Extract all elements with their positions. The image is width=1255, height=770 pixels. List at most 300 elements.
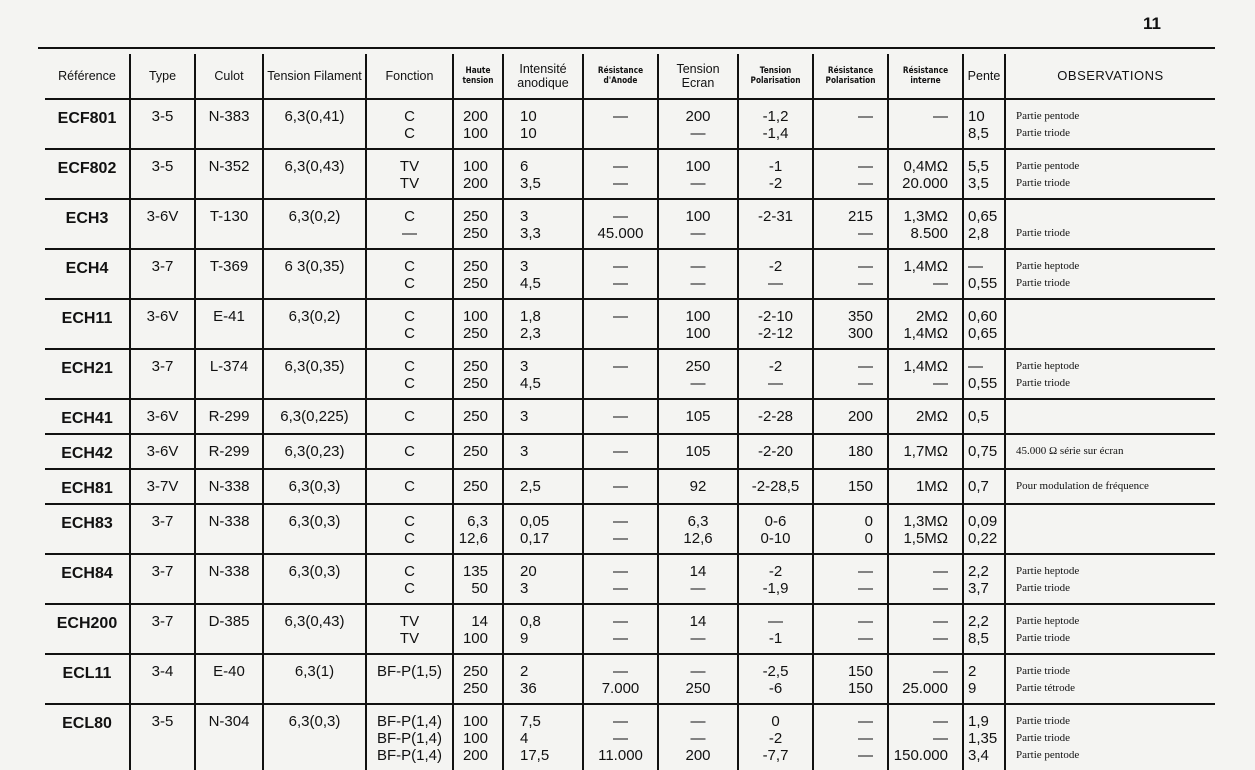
- pente-cell: [963, 299, 1005, 349]
- header-intensite-anodique: Intensité anodique: [503, 54, 583, 99]
- intensite-anodique-cell-line: 2,5: [520, 478, 541, 495]
- fonction-cell-line: C: [404, 325, 415, 342]
- intensite-anodique-cell-line: 10: [520, 125, 537, 142]
- observations-cell-line: Partie heptode: [1016, 260, 1080, 272]
- reference-cell: ECH83: [45, 504, 130, 554]
- resistance-interne-cell: [888, 399, 963, 434]
- resistance-interne-cell-line: 1,4MΩ: [903, 325, 948, 342]
- culot-cell: E-41: [195, 299, 263, 349]
- observations-cell-line: [1016, 308, 1215, 325]
- fonction-cell-line: C: [404, 530, 415, 547]
- observations-cell-line: [1016, 208, 1215, 225]
- resistance-polarisation-cell: [813, 469, 888, 504]
- tension-polarisation-cell: [738, 504, 813, 554]
- pente-cell-line: 0,65: [968, 325, 998, 342]
- resistance-interne-cell-line: 1,5MΩ: [903, 530, 948, 547]
- tension-polarisation-cell-line: -1,9: [762, 580, 789, 597]
- tension-ecran-cell-line: —: [690, 580, 706, 597]
- tension-ecran-cell-line: 200: [685, 747, 711, 764]
- tension-ecran-cell: [658, 504, 738, 554]
- pente-cell-line: 0,65: [968, 208, 998, 225]
- pente-cell-line: 0,22: [968, 530, 998, 547]
- tension-filament-cell: 6,3(0,23): [263, 434, 366, 469]
- pente-cell-line: 0,55: [968, 375, 998, 392]
- fonction-cell: [366, 349, 453, 399]
- resistance-interne-cell-line: 1,7MΩ: [903, 443, 948, 460]
- tension-ecran-cell: [658, 554, 738, 604]
- reference-cell: ECH4: [45, 249, 130, 299]
- intensite-anodique-cell-line: 7,5: [520, 713, 541, 730]
- haute-tension-cell-line: 50: [471, 580, 488, 597]
- resistance-polarisation-cell-line: —: [858, 580, 873, 597]
- haute-tension-cell-line: 100: [462, 158, 488, 175]
- resistance-polarisation-cell-line: 0: [864, 513, 873, 530]
- reference-cell: ECF801: [45, 99, 130, 149]
- pente-cell-line: 0,09: [968, 513, 998, 530]
- intensite-anodique-cell: [503, 704, 583, 770]
- tension-ecran-cell: [658, 349, 738, 399]
- table-row: [45, 704, 1215, 770]
- table-row: [45, 434, 1215, 469]
- reference-cell: ECH21: [45, 349, 130, 399]
- culot-cell: N-383: [195, 99, 263, 149]
- tension-ecran-cell: [658, 99, 738, 149]
- type-cell: 3-5: [130, 704, 195, 770]
- haute-tension-cell: [453, 299, 503, 349]
- tension-polarisation-cell: [738, 469, 813, 504]
- header-resistance-polarisation: Résistance Polarisation: [820, 54, 882, 99]
- fonction-cell: [366, 299, 453, 349]
- resistance-anode-cell: [583, 199, 658, 249]
- resistance-polarisation-cell-line: —: [858, 730, 873, 747]
- intensite-anodique-cell-line: 0,8: [520, 613, 541, 630]
- tension-ecran-cell: [658, 704, 738, 770]
- tension-ecran-cell: [658, 299, 738, 349]
- resistance-polarisation-cell-line: 300: [847, 325, 873, 342]
- resistance-interne-cell: [888, 299, 963, 349]
- fonction-cell: [366, 434, 453, 469]
- fonction-cell-line: [367, 680, 452, 697]
- resistance-polarisation-cell-line: —: [858, 630, 873, 647]
- intensite-anodique-cell-line: 4: [520, 730, 529, 747]
- resistance-interne-cell-line: 20.000: [902, 175, 948, 192]
- resistance-anode-cell-line: —: [613, 358, 628, 375]
- tension-polarisation-cell: [738, 604, 813, 654]
- resistance-interne-cell-line: 1,3MΩ: [903, 208, 948, 225]
- tension-polarisation-cell-line: -2,5: [762, 663, 789, 680]
- pente-cell-line: 3,4: [968, 747, 989, 764]
- reference-cell: ECH84: [45, 554, 130, 604]
- tension-ecran-cell: [658, 604, 738, 654]
- resistance-anode-cell-line: —: [613, 108, 628, 125]
- tension-filament-cell: 6,3(0,43): [263, 149, 366, 199]
- fonction-cell: [366, 149, 453, 199]
- resistance-anode-cell-line: —: [613, 443, 628, 460]
- haute-tension-cell-line: 250: [462, 325, 488, 342]
- observations-cell-line: Partie triode: [1016, 377, 1071, 389]
- tension-polarisation-cell-line: -2: [768, 258, 783, 275]
- resistance-interne-cell: [888, 704, 963, 770]
- resistance-anode-cell: [583, 504, 658, 554]
- intensite-anodique-cell-line: 3: [520, 208, 529, 225]
- tension-polarisation-cell-line: [739, 225, 812, 242]
- intensite-anodique-cell-line: 3,5: [520, 175, 541, 192]
- resistance-interne-cell: [888, 149, 963, 199]
- fonction-cell-line: C: [404, 308, 415, 325]
- resistance-polarisation-cell-line: —: [858, 258, 873, 275]
- pente-cell-line: 0,7: [968, 478, 989, 495]
- tension-polarisation-cell-line: -2: [768, 563, 783, 580]
- resistance-interne-cell-line: 0,4MΩ: [903, 158, 948, 175]
- intensite-anodique-cell: [503, 654, 583, 704]
- tension-polarisation-cell-line: -2-31: [757, 208, 794, 225]
- pente-cell: [963, 704, 1005, 770]
- haute-tension-cell: [453, 349, 503, 399]
- resistance-polarisation-cell-line: —: [858, 375, 873, 392]
- resistance-anode-cell-line: —: [613, 275, 628, 292]
- resistance-interne-cell-line: —: [933, 563, 948, 580]
- intensite-anodique-cell-line: 3: [520, 580, 529, 597]
- haute-tension-cell: [453, 654, 503, 704]
- table-row: [45, 99, 1215, 149]
- observations-cell-line: Partie triode: [1016, 277, 1071, 289]
- haute-tension-cell-line: 250: [462, 408, 488, 425]
- tension-ecran-cell-line: —: [690, 663, 706, 680]
- haute-tension-cell: [453, 469, 503, 504]
- observations-cell: [1005, 299, 1215, 349]
- culot-cell: T-130: [195, 199, 263, 249]
- resistance-interne-cell-line: —: [933, 275, 948, 292]
- pente-cell-line: 2,8: [968, 225, 989, 242]
- observations-cell: [1005, 434, 1215, 469]
- haute-tension-cell: [453, 249, 503, 299]
- fonction-cell-line: BF-P(1,5): [376, 663, 442, 680]
- resistance-interne-cell-line: —: [933, 713, 948, 730]
- haute-tension-cell-line: 200: [462, 175, 488, 192]
- pente-cell-line: 5,5: [968, 158, 989, 175]
- tension-ecran-cell-line: —: [690, 730, 706, 747]
- haute-tension-cell-line: 250: [462, 358, 488, 375]
- tension-polarisation-cell: [738, 149, 813, 199]
- resistance-anode-cell-line: —: [613, 730, 628, 747]
- resistance-anode-cell-line: —: [613, 258, 628, 275]
- type-cell: 3-4: [130, 654, 195, 704]
- haute-tension-cell: [453, 99, 503, 149]
- fonction-cell: [366, 604, 453, 654]
- intensite-anodique-cell-line: 0,05: [520, 513, 550, 530]
- fonction-cell-line: C: [404, 208, 415, 225]
- fonction-cell: [366, 469, 453, 504]
- tension-ecran-cell-line: 6,3: [687, 513, 709, 530]
- haute-tension-cell: [453, 504, 503, 554]
- resistance-polarisation-cell: [813, 199, 888, 249]
- tension-ecran-cell-line: 250: [685, 680, 711, 697]
- fonction-cell-line: C: [404, 258, 415, 275]
- pente-cell-line: 1,35: [968, 730, 998, 747]
- tension-polarisation-cell: [738, 349, 813, 399]
- resistance-polarisation-cell: [813, 249, 888, 299]
- resistance-anode-cell-line: —: [613, 158, 628, 175]
- table-row: [45, 149, 1215, 199]
- tension-polarisation-cell-line: -1: [768, 158, 783, 175]
- pente-cell-line: 1,9: [968, 713, 989, 730]
- tension-polarisation-cell: [738, 704, 813, 770]
- reference-cell: ECH42: [45, 434, 130, 469]
- type-cell: 3-7: [130, 504, 195, 554]
- resistance-interne-cell-line: —: [933, 580, 948, 597]
- tension-polarisation-cell: [738, 299, 813, 349]
- resistance-polarisation-cell-line: —: [858, 613, 873, 630]
- intensite-anodique-cell-line: 10: [520, 108, 537, 125]
- fonction-cell-line: TV: [399, 175, 420, 192]
- observations-cell-line: Partie triode: [1016, 582, 1071, 594]
- tension-polarisation-cell-line: 0-6: [764, 513, 787, 530]
- tension-ecran-cell-line: —: [690, 125, 706, 142]
- reference-cell: ECL80: [45, 704, 130, 770]
- resistance-polarisation-cell: [813, 149, 888, 199]
- pente-cell: [963, 149, 1005, 199]
- intensite-anodique-cell-line: 20: [520, 563, 537, 580]
- reference-cell: ECH200: [45, 604, 130, 654]
- intensite-anodique-cell: [503, 399, 583, 434]
- tension-ecran-cell-line: 14: [689, 613, 707, 630]
- resistance-interne-cell: [888, 604, 963, 654]
- observations-cell-line: Partie triode: [1016, 715, 1071, 727]
- fonction-cell: [366, 99, 453, 149]
- resistance-polarisation-cell: [813, 654, 888, 704]
- haute-tension-cell-line: 250: [462, 225, 488, 242]
- tension-polarisation-cell-line: -2: [768, 358, 783, 375]
- header-row: [45, 54, 1215, 99]
- resistance-polarisation-cell-line: 0: [864, 530, 873, 547]
- type-cell: 3-5: [130, 149, 195, 199]
- intensite-anodique-cell-line: 3: [520, 443, 529, 460]
- resistance-interne-cell: [888, 504, 963, 554]
- fonction-cell: [366, 504, 453, 554]
- resistance-polarisation-cell-line: —: [858, 358, 873, 375]
- top-rule: [38, 47, 1215, 49]
- type-cell: 3-6V: [130, 199, 195, 249]
- type-cell: 3-7V: [130, 469, 195, 504]
- intensite-anodique-cell: [503, 434, 583, 469]
- resistance-polarisation-cell-line: 350: [847, 308, 873, 325]
- resistance-anode-cell: [583, 604, 658, 654]
- resistance-interne-cell-line: 1,4MΩ: [903, 258, 948, 275]
- tension-ecran-cell-line: 105: [685, 443, 711, 460]
- tension-polarisation-cell-line: -1,4: [762, 125, 789, 142]
- resistance-polarisation-cell-line: 215: [847, 208, 873, 225]
- observations-cell: [1005, 704, 1215, 770]
- type-cell: 3-6V: [130, 299, 195, 349]
- observations-cell-line: [1016, 513, 1215, 530]
- intensite-anodique-cell-line: 2: [520, 663, 529, 680]
- pente-cell-line: 3,5: [968, 175, 989, 192]
- intensite-anodique-cell-line: 17,5: [520, 747, 550, 764]
- fonction-cell: [366, 399, 453, 434]
- observations-cell-line: [1016, 325, 1215, 342]
- culot-cell: L-374: [195, 349, 263, 399]
- pente-cell: [963, 554, 1005, 604]
- haute-tension-cell: [453, 399, 503, 434]
- fonction-cell-line: —: [402, 225, 417, 242]
- tension-polarisation-cell: [738, 199, 813, 249]
- haute-tension-cell-line: 250: [462, 663, 488, 680]
- tension-ecran-cell: [658, 199, 738, 249]
- intensite-anodique-cell-line: 1,8: [520, 308, 541, 325]
- haute-tension-cell-line: 100: [462, 730, 488, 747]
- tension-polarisation-cell: [738, 434, 813, 469]
- tension-ecran-cell-line: 105: [685, 408, 711, 425]
- resistance-interne-cell-line: 2MΩ: [915, 408, 948, 425]
- tension-ecran-cell-line: 100: [685, 158, 711, 175]
- header-observations: OBSERVATIONS: [1005, 54, 1215, 99]
- resistance-anode-cell-line: —: [613, 208, 628, 225]
- tension-filament-cell: 6,3(0,3): [263, 504, 366, 554]
- fonction-cell: [366, 704, 453, 770]
- haute-tension-cell-line: 200: [462, 747, 488, 764]
- haute-tension-cell-line: 100: [462, 630, 488, 647]
- resistance-interne-cell: [888, 249, 963, 299]
- pente-cell-line: 0,55: [968, 275, 998, 292]
- haute-tension-cell-line: 250: [462, 275, 488, 292]
- resistance-interne-cell-line: 2MΩ: [915, 308, 948, 325]
- resistance-polarisation-cell-line: —: [858, 275, 873, 292]
- intensite-anodique-cell: [503, 299, 583, 349]
- intensite-anodique-cell-line: 4,5: [520, 275, 541, 292]
- tension-ecran-cell-line: 100: [685, 208, 711, 225]
- tension-polarisation-cell-line: -7,7: [762, 747, 789, 764]
- resistance-anode-cell: [583, 99, 658, 149]
- tension-filament-cell: 6,3(0,2): [263, 199, 366, 249]
- resistance-anode-cell-line: —: [613, 613, 628, 630]
- tension-ecran-cell-line: 100: [685, 325, 711, 342]
- reference-cell: ECF802: [45, 149, 130, 199]
- table-row: [45, 249, 1215, 299]
- resistance-anode-cell-line: —: [613, 663, 628, 680]
- culot-cell: N-304: [195, 704, 263, 770]
- observations-cell-line: Partie triode: [1016, 665, 1071, 677]
- fonction-cell-line: C: [404, 125, 415, 142]
- tension-polarisation-cell-line: -6: [768, 680, 783, 697]
- resistance-anode-cell-line: —: [613, 513, 628, 530]
- culot-cell: N-352: [195, 149, 263, 199]
- resistance-polarisation-cell: [813, 604, 888, 654]
- resistance-interne-cell: [888, 654, 963, 704]
- observations-cell-line: Partie triode: [1016, 177, 1071, 189]
- haute-tension-cell-line: 100: [462, 125, 488, 142]
- tension-ecran-cell-line: 100: [685, 308, 711, 325]
- haute-tension-cell-line: 14: [471, 613, 488, 630]
- reference-cell: ECH41: [45, 399, 130, 434]
- intensite-anodique-cell: [503, 249, 583, 299]
- header-resistance-anode: Résistance d'Anode: [590, 54, 652, 99]
- resistance-anode-cell-line: —: [613, 580, 628, 597]
- tension-ecran-cell: [658, 249, 738, 299]
- observations-cell: [1005, 554, 1215, 604]
- tension-ecran-cell: [658, 434, 738, 469]
- pente-cell: [963, 469, 1005, 504]
- resistance-anode-cell: [583, 434, 658, 469]
- resistance-anode-cell-line: —: [613, 713, 628, 730]
- resistance-anode-cell-line: —: [613, 308, 628, 325]
- fonction-cell-line: C: [404, 108, 415, 125]
- observations-cell-line: Partie triode: [1016, 227, 1071, 239]
- resistance-interne-cell-line: —: [933, 375, 948, 392]
- pente-cell-line: —: [968, 258, 983, 275]
- resistance-anode-cell-line: —: [613, 563, 628, 580]
- header-tension-filament: Tension Filament: [263, 54, 366, 99]
- table-row: [45, 349, 1215, 399]
- pente-cell-line: 0,5: [968, 408, 989, 425]
- tension-polarisation-cell-line: -2: [768, 730, 783, 747]
- intensite-anodique-cell: [503, 469, 583, 504]
- resistance-polarisation-cell-line: —: [858, 563, 873, 580]
- header-type: Type: [130, 54, 195, 99]
- pente-cell-line: 0,75: [968, 443, 998, 460]
- pente-cell-line: 8,5: [968, 125, 989, 142]
- haute-tension-cell: [453, 434, 503, 469]
- observations-cell: [1005, 199, 1215, 249]
- haute-tension-cell-line: 100: [462, 713, 488, 730]
- pente-cell: [963, 199, 1005, 249]
- observations-cell: [1005, 504, 1215, 554]
- haute-tension-cell-line: 135: [462, 563, 488, 580]
- tension-polarisation-cell-line: -2: [768, 175, 783, 192]
- resistance-polarisation-cell-line: 150: [847, 680, 873, 697]
- pente-cell-line: 0,60: [968, 308, 998, 325]
- haute-tension-cell-line: 200: [462, 108, 488, 125]
- fonction-cell-line: BF-P(1,4): [376, 730, 442, 747]
- fonction-cell-line: C: [404, 408, 415, 425]
- resistance-polarisation-cell-line: —: [858, 225, 873, 242]
- fonction-cell: [366, 654, 453, 704]
- resistance-polarisation-cell-line: 200: [847, 408, 873, 425]
- fonction-cell-line: TV: [399, 158, 420, 175]
- resistance-interne-cell-line: 1MΩ: [915, 478, 948, 495]
- resistance-anode-cell-line: 45.000: [597, 225, 644, 242]
- fonction-cell-line: TV: [399, 613, 420, 630]
- resistance-interne-cell-line: 150.000: [893, 747, 948, 764]
- resistance-interne-cell: [888, 469, 963, 504]
- tension-polarisation-cell-line: —: [768, 613, 783, 630]
- resistance-interne-cell-line: —: [933, 630, 948, 647]
- resistance-interne-cell: [888, 99, 963, 149]
- culot-cell: D-385: [195, 604, 263, 654]
- table-row: [45, 299, 1215, 349]
- tension-ecran-cell-line: 14: [689, 563, 707, 580]
- resistance-polarisation-cell-line: 180: [847, 443, 873, 460]
- tension-ecran-cell: [658, 469, 738, 504]
- table-row: [45, 554, 1215, 604]
- resistance-anode-cell: [583, 349, 658, 399]
- tension-filament-cell: 6,3(0,3): [263, 704, 366, 770]
- culot-cell: R-299: [195, 434, 263, 469]
- tension-polarisation-cell-line: -2-10: [757, 308, 794, 325]
- reference-cell: ECH11: [45, 299, 130, 349]
- resistance-polarisation-cell: [813, 399, 888, 434]
- tension-polarisation-cell-line: —: [768, 275, 783, 292]
- tension-polarisation-cell-line: -2-12: [757, 325, 794, 342]
- culot-cell: N-338: [195, 469, 263, 504]
- resistance-polarisation-cell-line: —: [858, 175, 873, 192]
- observations-cell-line: Partie pentode: [1016, 749, 1080, 761]
- intensite-anodique-cell-line: 3: [520, 258, 529, 275]
- haute-tension-cell: [453, 704, 503, 770]
- observations-cell-line: Pour modulation de fréquence: [1016, 480, 1149, 492]
- fonction-cell-line: C: [404, 563, 415, 580]
- resistance-polarisation-cell: [813, 99, 888, 149]
- tension-ecran-cell: [658, 654, 738, 704]
